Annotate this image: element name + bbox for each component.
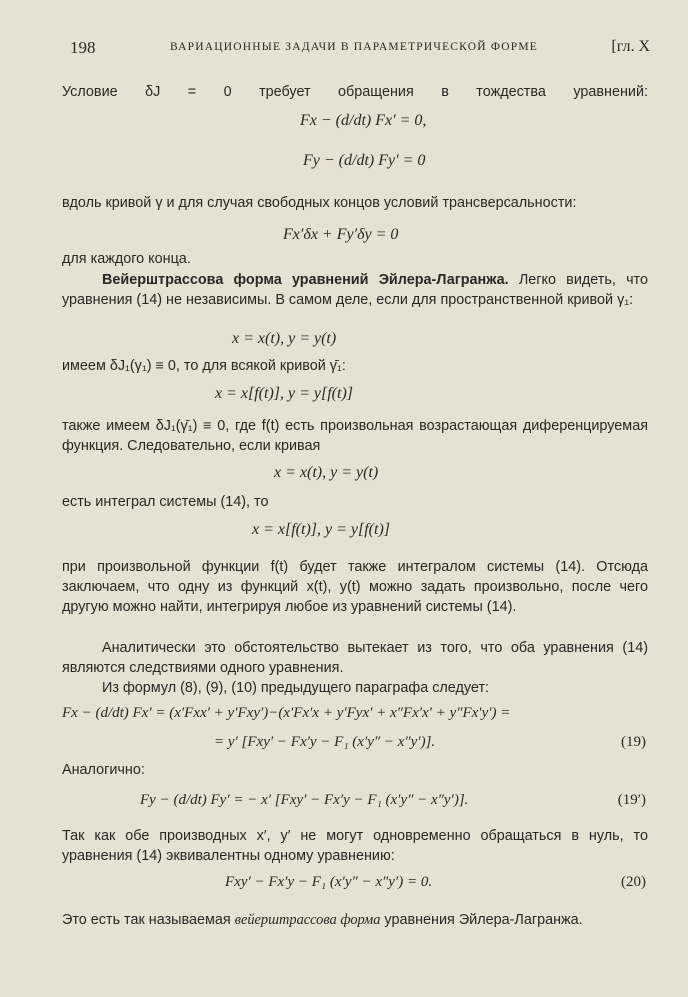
equation-curve-1: x = x(t), y = y(t) — [232, 330, 337, 347]
paragraph-11: Аналогично: — [62, 762, 145, 778]
paragraph-5: имеем δJ₁(γ₁) ≡ 0, то для всякой кривой γ̄₁: — [62, 358, 346, 374]
equation-curve-4: x = x[f(t)], y = y[f(t)] — [252, 521, 390, 538]
paragraph-13 — [62, 910, 648, 930]
paragraph-7: есть интеграл системы (14), то — [62, 494, 269, 510]
equation-1: Fx − (d/dt) Fx′ = 0, — [300, 112, 427, 129]
equation-number-19-prime: (19′) — [617, 792, 646, 808]
paragraph-3: для каждого конца. — [62, 251, 191, 267]
equation-19-line-2: = y′ [Fxy′ − Fx′y − F₁ (x′y″ − x″y′)]. — [214, 734, 436, 750]
paragraph-10: Из формул (8), (9), (10) предыдущего параграфа следует: — [102, 680, 490, 696]
paragraph-9: Аналитически это обстоятельство вытекает из того, что оба уравнения (14) являются следствиями одного уравнения. — [62, 640, 648, 676]
paragraph-13-start: Это есть так называемая — [62, 912, 235, 928]
paragraph-weierstrass-intro — [62, 270, 648, 310]
paragraph-13-end: уравнения Эйлера-Лагранжа. — [380, 912, 583, 928]
equation-number-20: (20) — [621, 874, 646, 890]
chapter-marker: [гл. X — [611, 38, 650, 55]
equation-transversality: Fx′δx + Fy′δy = 0 — [283, 226, 399, 243]
page-header — [70, 38, 650, 60]
page-number: 198 — [70, 38, 96, 57]
running-title: ВАРИАЦИОННЫЕ ЗАДАЧИ В ПАРАМЕТРИЧЕСКОЙ ФОРМЕ — [170, 41, 539, 53]
equation-curve-2: x = x[f(t)], y = y[f(t)] — [215, 385, 353, 402]
equation-number-19: (19) — [621, 734, 646, 750]
paragraph-8: при произвольной функции f(t) будет также интегралом системы (14). Отсюда заключаем, что одну из функций x(t), y(t) можно задать произвольно, после чего другую можно найти, интегрируя любое из уравнений системы (14). — [62, 559, 648, 615]
equation-19-line-1: Fx − (d/dt) Fx′ = (x′Fxx′ + y′Fxy′)−(x′Fx′x + y′Fyx′ + x″Fx′x′ + y″Fx′y′) = — [62, 705, 511, 721]
equation-19-prime: Fy − (d/dt) Fy′ = − x′ [Fxy′ − Fx′y − F₁ (x′y″ − x″y′)]. — [140, 792, 469, 808]
paragraph-6: также имеем δJ₁(γ̄₁) ≡ 0, где f(t) есть произвольная возрастающая диференцируемая функция. Следовательно, если кривая — [62, 418, 648, 454]
paragraph-4-text: Легко видеть, что уравнения (14) не независимы. В самом деле, если для пространственной кривой γ₁: — [62, 272, 648, 308]
paragraph-2: вдоль кривой γ и для случая свободных концов условий трансверсальности: — [62, 195, 577, 211]
equation-2: Fy − (d/dt) Fy′ = 0 — [303, 152, 426, 169]
paragraph-12: Так как обе производных x′, y′ не могут одновременно обращаться в нуль, то уравнения (14) эквивалентны одному уравнению: — [62, 828, 648, 864]
equation-20: Fxy′ − Fx′y − F₁ (x′y″ − x″y′) = 0. — [225, 874, 433, 890]
paragraph-1: Условие δJ = 0 требует обращения в тождества уравнений: — [62, 84, 648, 100]
equation-curve-3: x = x(t), y = y(t) — [274, 464, 379, 481]
section-heading: Вейерштрассова форма уравнений Эйлера-Лагранжа. — [102, 272, 509, 288]
term-weierstrass-form: вейерштрассова форма — [234, 912, 381, 928]
